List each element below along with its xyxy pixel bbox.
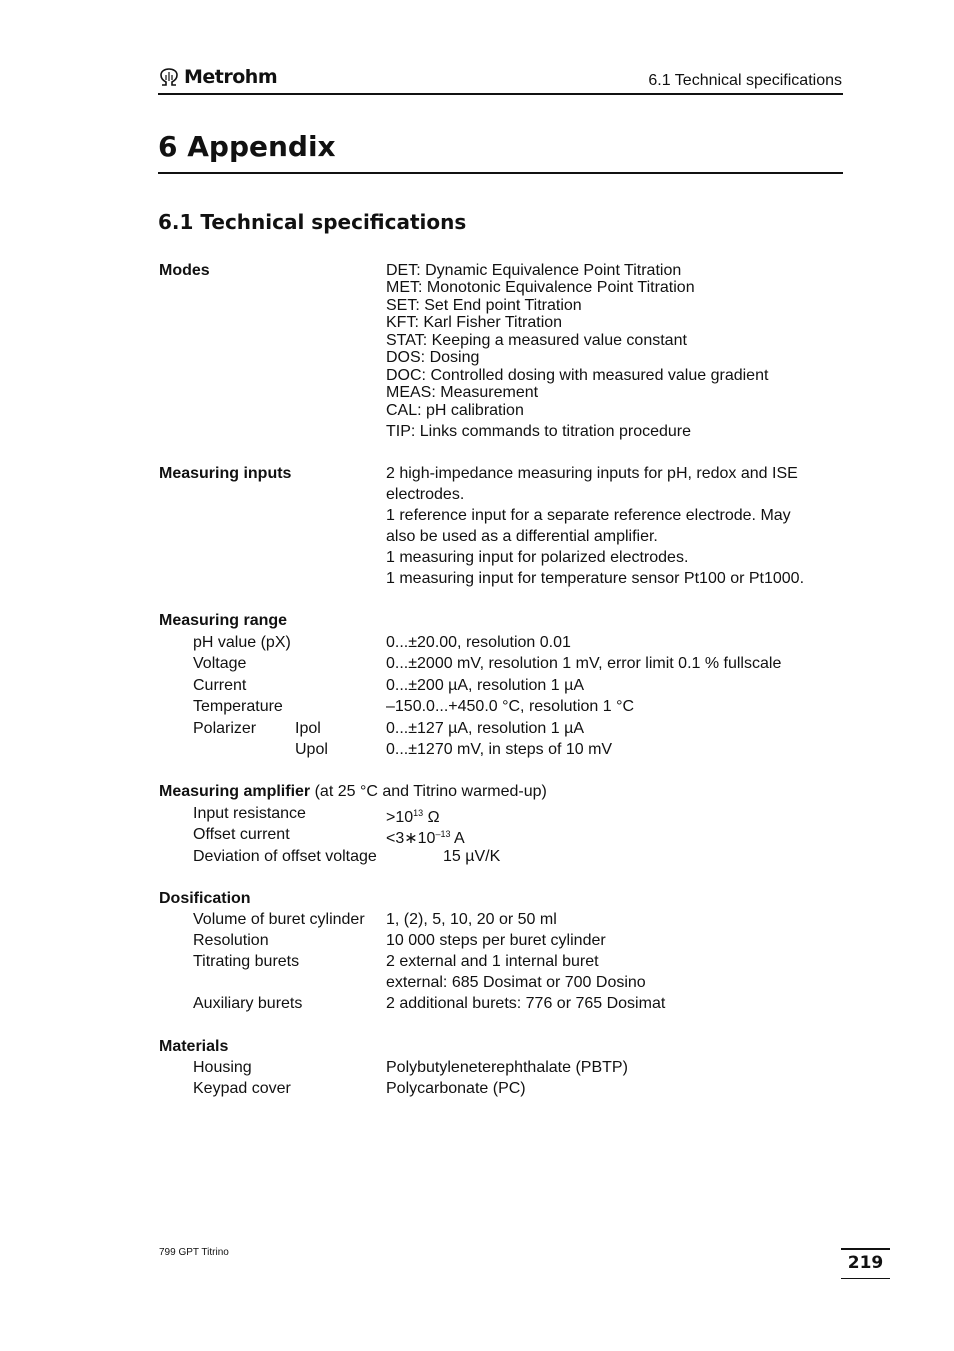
modes-line: KFT: Karl Fisher Titration — [386, 314, 563, 331]
section-title: 6.1 Technical specifications — [158, 210, 467, 234]
range-row-name: pH value (pX) — [193, 634, 291, 651]
upol-value: 0...±1270 mV, in steps of 10 mV — [386, 741, 613, 758]
range-row-value: 0...±20.00, resolution 0.01 — [386, 634, 571, 651]
modes-line: DOC: Controlled dosing with measured value gradient — [386, 367, 769, 384]
brand-name: Metrohm — [184, 66, 278, 88]
dosification-row-name: Titrating burets — [193, 953, 300, 970]
modes-line: CAL: pH calibration — [386, 402, 524, 419]
modes-line: TIP: Links commands to titration procedure — [386, 423, 692, 440]
modes-line: DET: Dynamic Equivalence Point Titration — [386, 262, 682, 279]
modes-line: STAT: Keeping a measured value constant — [386, 332, 687, 349]
range-row-name: Voltage — [193, 655, 247, 672]
chapter-rule — [158, 172, 843, 174]
offset-current-value — [386, 826, 465, 848]
value-prefix: <3∗10 — [386, 830, 436, 847]
input-resistance-name: Input resistance — [193, 805, 306, 822]
value-exponent: 13 — [413, 808, 424, 818]
value-suffix: Ω — [423, 809, 440, 826]
offset-voltage-name: Deviation of offset voltage — [193, 848, 377, 865]
page-number: 219 — [847, 1253, 884, 1273]
footer-model: 799 GPT Titrino — [159, 1247, 229, 1258]
dosification-row-value: 10 000 steps per buret cylinder — [386, 932, 606, 949]
header-rule — [158, 93, 843, 95]
materials-row-value: Polycarbonate (PC) — [386, 1080, 526, 1097]
dosification-row-name: Volume of buret cylinder — [193, 911, 365, 928]
chapter-title: 6 Appendix — [158, 130, 336, 163]
measuring-inputs-label: Measuring inputs — [159, 465, 292, 482]
modes-line: MEAS: Measurement — [386, 384, 539, 401]
measuring-inputs-line: 1 reference input for a separate reference electrode. May — [386, 507, 791, 524]
dosification-label: Dosification — [159, 890, 251, 907]
range-row-value: 0...±200 µA, resolution 1 µA — [386, 677, 584, 694]
input-resistance-value — [386, 805, 440, 827]
ipol-value: 0...±127 µA, resolution 1 µA — [386, 720, 584, 737]
materials-label: Materials — [159, 1038, 229, 1055]
modes-line: DOS: Dosing — [386, 349, 480, 366]
offset-voltage-value: 15 µV/K — [443, 848, 501, 865]
value-prefix: >10 — [386, 809, 414, 826]
measuring-amplifier-heading — [159, 783, 547, 801]
metrohm-omega-icon — [158, 67, 180, 87]
materials-row-value: Polybutyleneterephthalate (PBTP) — [386, 1059, 628, 1076]
dosification-row-name: Auxiliary burets — [193, 995, 303, 1012]
dosification-row-value: 2 additional burets: 776 or 765 Dosimat — [386, 995, 666, 1012]
modes-label: Modes — [159, 262, 210, 279]
range-row-value: –150.0...+450.0 °C, resolution 1 °C — [386, 698, 635, 715]
measuring-inputs-line: electrodes. — [386, 486, 465, 503]
offset-current-name: Offset current — [193, 826, 290, 843]
header-section-ref: 6.1 Technical specifications — [648, 72, 842, 89]
measuring-inputs-line: also be used as a differential amplifier. — [386, 528, 658, 545]
measuring-inputs-line: 1 measuring input for temperature sensor Pt100 or Pt1000. — [386, 570, 805, 587]
dosification-row-value: 1, (2), 5, 10, 20 or 50 ml — [386, 911, 557, 928]
measuring-amplifier-note: (at 25 °C and Titrino warmed-up) — [310, 783, 547, 800]
range-row-name: Temperature — [193, 698, 283, 715]
modes-line: SET: Set End point Titration — [386, 297, 582, 314]
value-suffix: A — [450, 830, 465, 847]
measuring-inputs-line: 1 measuring input for polarized electrodes. — [386, 549, 689, 566]
dosification-row-value: 2 external and 1 internal buret — [386, 953, 599, 970]
range-row-name: Current — [193, 677, 247, 694]
materials-row-name: Keypad cover — [193, 1080, 291, 1097]
brand-logo — [158, 66, 277, 88]
value-exponent: –13 — [435, 829, 451, 839]
modes-line: MET: Monotonic Equivalence Point Titration — [386, 279, 695, 296]
range-row-value: 0...±2000 mV, resolution 1 mV, error limit 0.1 % fullscale — [386, 655, 782, 672]
dosification-row-value: external: 685 Dosimat or 700 Dosino — [386, 974, 646, 991]
measuring-inputs-line: 2 high-impedance measuring inputs for pH, redox and ISE — [386, 465, 798, 482]
dosification-row-name: Resolution — [193, 932, 269, 949]
polarizer-name: Polarizer — [193, 720, 257, 737]
materials-row-name: Housing — [193, 1059, 252, 1076]
measuring-amplifier-label: Measuring amplifier — [159, 783, 311, 800]
upol-label: Upol — [295, 741, 328, 758]
measuring-range-label: Measuring range — [159, 612, 288, 629]
ipol-label: Ipol — [295, 720, 321, 737]
